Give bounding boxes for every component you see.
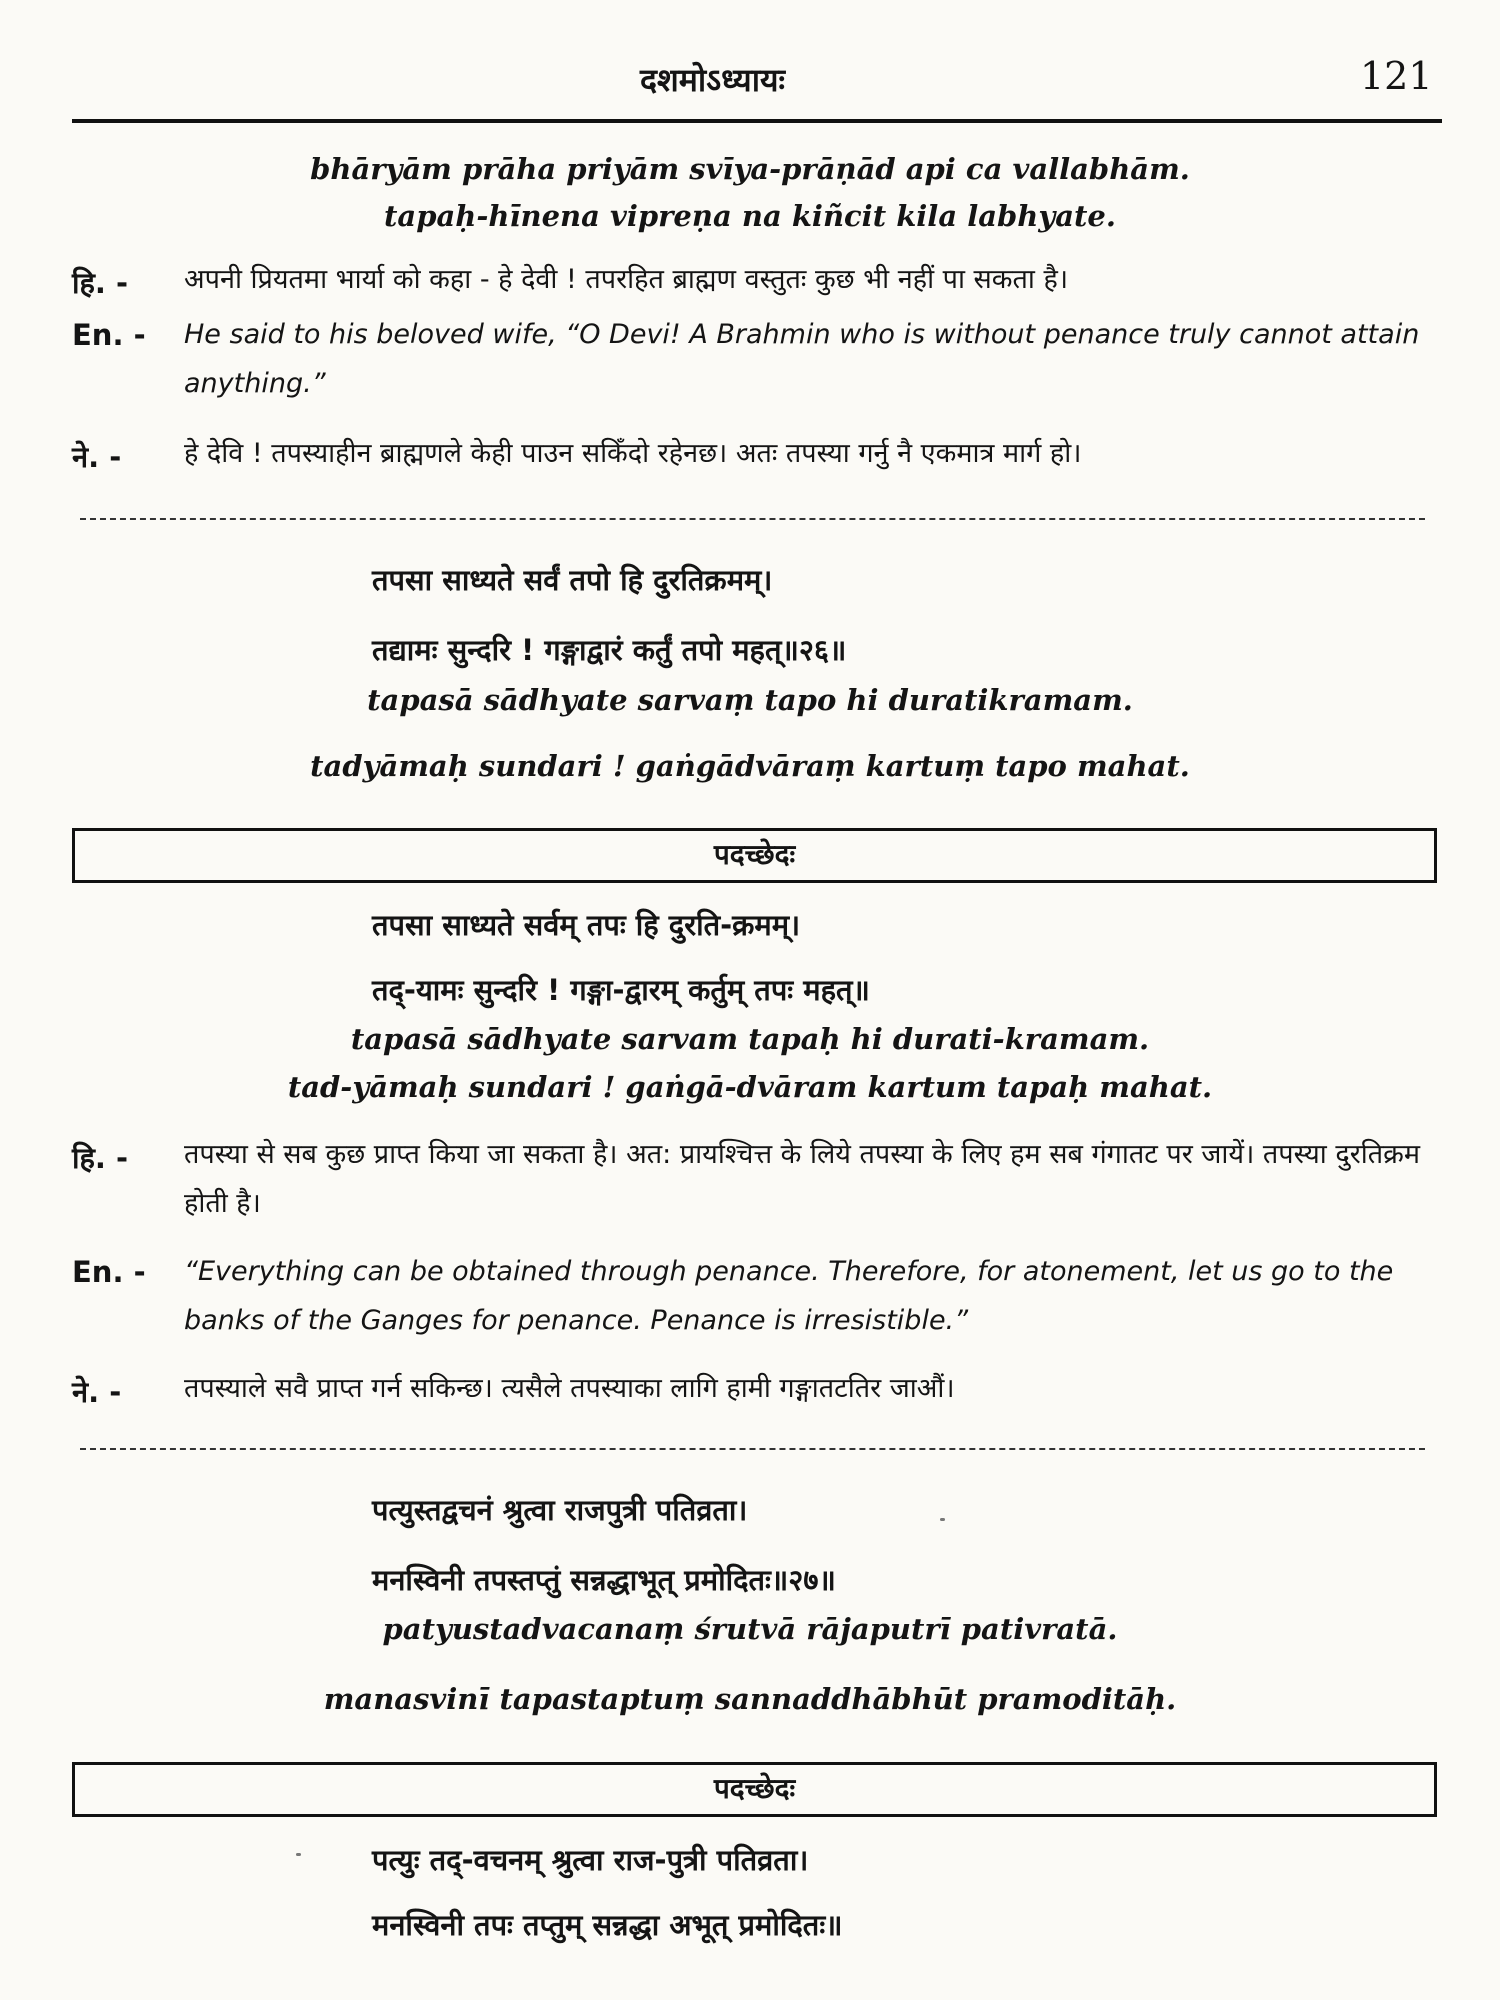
page-number: 121 [1360,54,1433,98]
english-label: En. - [72,1255,146,1289]
verse26-roman-line-2: tadyāmaḥ sundari ! gaṅgādvāraṃ kartuṃ tapo mahat. [310,749,1190,783]
header-rule [72,119,1442,123]
verse26-sanskrit-line-1: तपसा साध्यते सर्वं तपो हि दुरतिक्रमम्। [372,563,773,597]
verse27-roman-line-2: manasvinī tapastaptuṃ sannaddhābhūt pramoditāḥ. [323,1682,1177,1716]
nepali-label: ने. - [72,1375,122,1409]
hindi-label: हि. - [72,266,129,300]
hindi-label: हि. - [72,1141,129,1175]
verse27-sanskrit-line-2: मनस्विनी तपस्तप्तुं सन्नद्धाभूत् प्रमोदितः॥२७॥ [372,1563,836,1597]
section-divider [80,1448,1425,1450]
verse26-hindi-translation: तपस्या से सब कुछ प्राप्त किया जा सकता है। अत: प्रायश्चित्त के लिये तपस्या के लिए हम सब गंगातट पर जायें। तपस्या दुरतिक्रम होती है। [184,1139,1421,1219]
verse25-english-translation: He said to his beloved wife, “O Devi! A Brahmin who is without penance truly cannot attain anything.” [184,319,1420,399]
verse27-pada-line-1: पत्युः तद्-वचनम् श्रुत्वा राज-पुत्री पतिव्रता। [372,1843,809,1877]
padaccheda-box: पदच्छेदः [72,1762,1437,1817]
verse26-pada-roman-line-1: tapasā sādhyate sarvam tapaḥ hi durati-kramam. [350,1022,1150,1056]
verse25-roman-line-1: bhāryām prāha priyām svīya-prāṇād api ca vallabhām. [310,152,1190,186]
verse26-sanskrit-line-2: तद्यामः सुन्दरि ! गङ्गाद्वारं कर्तुं तपो महत्॥२६॥ [372,633,847,667]
english-label: En. - [72,318,146,352]
verse26-pada-line-2: तद्-यामः सुन्दरि ! गङ्गा-द्वारम् कर्तुम् तपः महत्॥ [372,973,870,1007]
verse25-roman-line-2: tapaḥ-hīnena vipreṇa na kiñcit kila labhyate. [384,199,1116,233]
padaccheda-box: पदच्छेदः [72,828,1437,883]
chapter-title: दशमोऽध्यायः [640,61,786,99]
section-divider [80,518,1425,520]
verse27-roman-line-1: patyustadvacanaṃ śrutvā rājaputrī pativratā. [382,1612,1118,1646]
verse25-nepali-translation: हे देवि ! तपस्याहीन ब्राह्मणले केही पाउन सकिँदो रहेनछ। अतः तपस्या गर्नु नै एकमात्र मार्ग हो। [184,438,1082,469]
verse25-hindi-translation: अपनी प्रियतमा भार्या को कहा - हे देवी ! तपरहित ब्राह्मण वस्तुतः कुछ भी नहीं पा सकता है। [184,264,1069,295]
verse26-nepali-translation: तपस्याले सवै प्राप्त गर्न सकिन्छ। त्यसैले तपस्याका लागि हामी गङ्गातटतिर जाऔं। [184,1373,955,1404]
verse26-roman-line-1: tapasā sādhyate sarvaṃ tapo hi duratikramam. [367,683,1133,717]
print-speck [940,1518,945,1521]
verse27-sanskrit-line-1: पत्युस्तद्वचनं श्रुत्वा राजपुत्री पतिव्रता। [372,1493,748,1527]
nepali-label: ने. - [72,440,122,474]
verse26-english-translation: “Everything can be obtained through penance. Therefore, for atonement, let us go to the banks of the Ganges for penance. Penance is irresistible.” [184,1256,1394,1336]
verse27-pada-line-2: मनस्विनी तपः तप्तुम् सन्नद्धा अभूत् प्रमोदितः॥ [372,1908,843,1942]
verse26-pada-roman-line-2: tad-yāmaḥ sundari ! gaṅgā-dvāram kartum tapaḥ mahat. [287,1070,1213,1104]
verse26-pada-line-1: तपसा साध्यते सर्वम् तपः हि दुरति-क्रमम्। [372,908,801,942]
print-speck [296,1853,301,1856]
